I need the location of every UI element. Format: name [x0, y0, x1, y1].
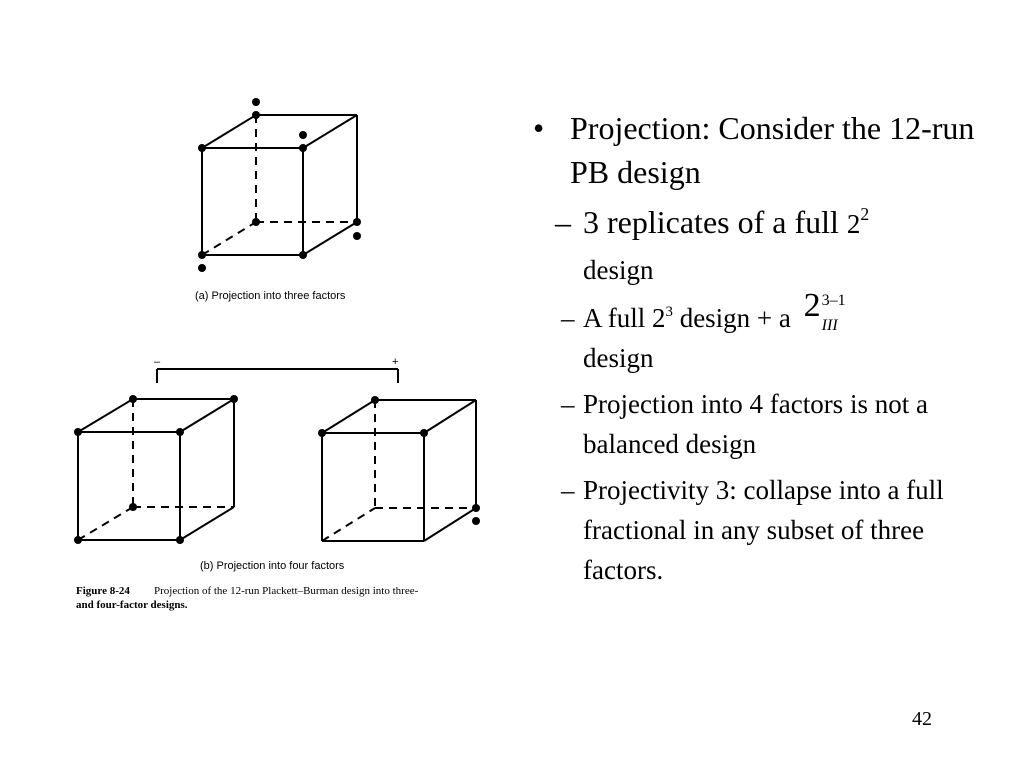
sub-bullet-full-tail: design: [583, 343, 654, 373]
cube-three-factors: [202, 115, 357, 255]
power-exponent: 2: [860, 203, 870, 224]
sub-bullet-projectivity-text: Projectivity 3: collapse into a full fractional in any subset of three factors.: [583, 475, 944, 585]
cube-four-factors-plus: [322, 400, 476, 541]
bullet-projection: [533, 106, 1003, 194]
figure-caption-line2: and four-factor designs.: [76, 599, 188, 611]
caption-four-factors: (b) Projection into four factors: [200, 560, 345, 572]
dash-marker: –: [561, 475, 575, 505]
dash-marker: –: [555, 204, 571, 240]
dash-marker: –: [561, 389, 575, 419]
bullet-projection-text: Projection: Consider the 12-run PB design: [570, 110, 975, 190]
sub-bullet-replicates-text: 3 replicates of a full: [583, 204, 847, 240]
figure-caption-line1: Projection of the 12-run Plackett–Burman design into three-: [154, 585, 419, 597]
fractional-design-notation: [803, 287, 852, 334]
bullet-list: [533, 106, 1003, 590]
sub-bullet-replicates-tail: design: [583, 255, 654, 285]
bullet-dot: •: [533, 110, 545, 146]
sub-bullet-four-factors-text: Projection into 4 factors is not a balanced design: [583, 389, 928, 459]
fraction-resolution: III: [821, 317, 838, 334]
caption-three-factors: (a) Projection into three factors: [195, 290, 346, 302]
design-points-b-left: [74, 395, 238, 544]
fraction-base: 2: [803, 287, 821, 324]
plus-level-label: +: [392, 356, 399, 368]
sub-bullet-replicates: [533, 200, 1003, 292]
design-points-b-right: [318, 396, 480, 525]
cube-four-factors-minus: [78, 399, 234, 540]
sub-bullet-full-text: A full 2: [583, 303, 666, 333]
factor-level-bracket: [157, 369, 398, 383]
design-points-a: [198, 98, 361, 272]
full-design-exponent: 3: [665, 303, 673, 320]
projection-figure: [0, 0, 500, 630]
sub-bullet-four-factors: [533, 384, 1003, 464]
figure-label: Figure 8-24: [76, 585, 130, 597]
sub-bullet-full-mid: design + a: [672, 303, 798, 333]
sub-bullet-projectivity: [533, 470, 1003, 590]
dash-marker: –: [561, 303, 575, 333]
minus-level-label: –: [154, 356, 161, 368]
power-base: 2: [846, 209, 861, 239]
fraction-exponent: 3–1: [821, 292, 846, 309]
page-number: 42: [912, 708, 932, 730]
sub-bullet-full-design: [533, 287, 1003, 378]
